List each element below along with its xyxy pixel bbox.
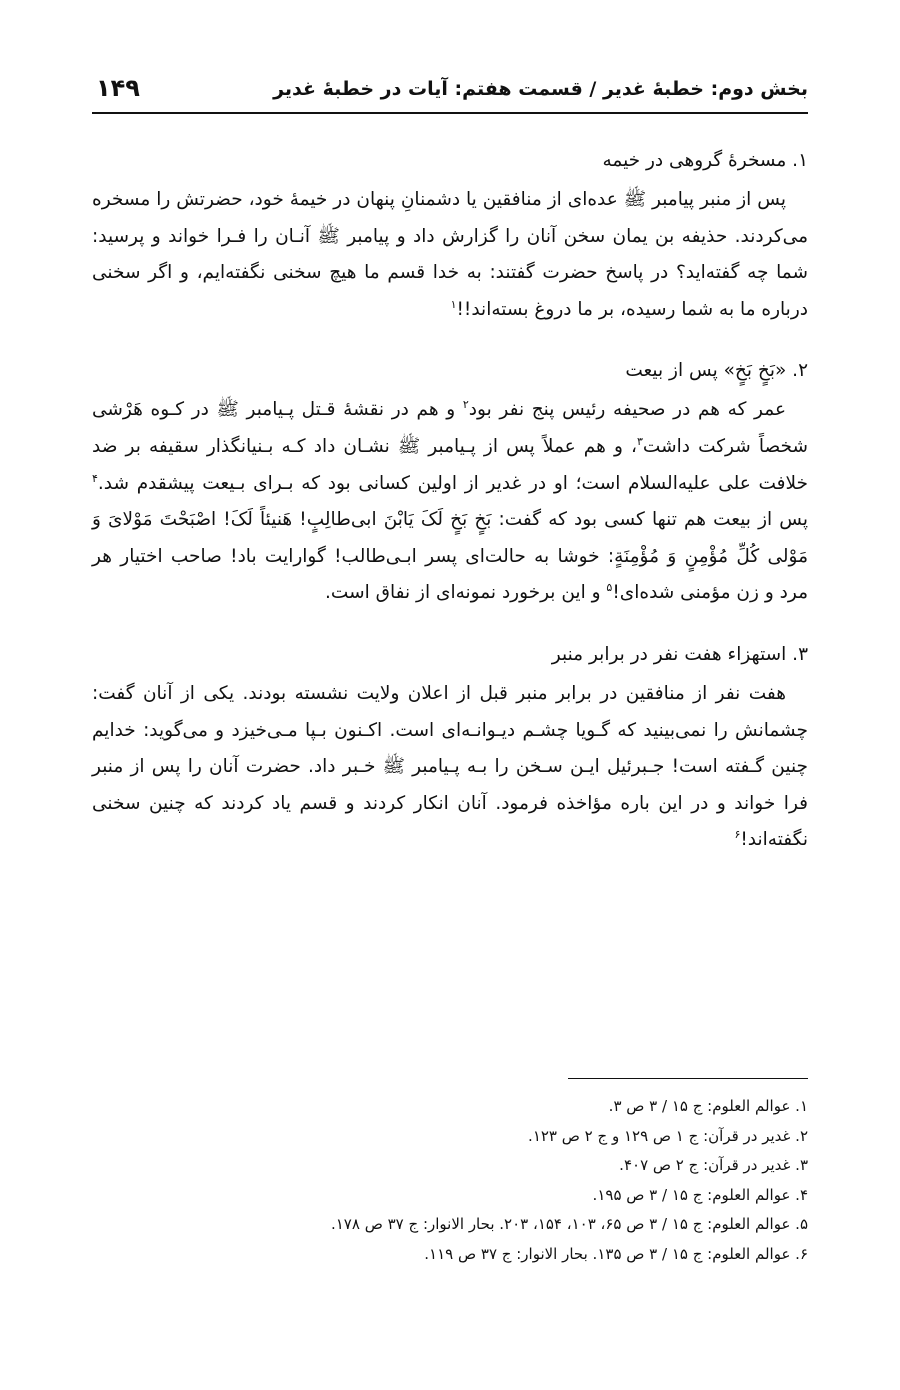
paragraph-text: پیشقدم شد. bbox=[97, 472, 195, 494]
paragraph-text: ، و هم عملاً پس از پـیامبر ﷺ نشـان داد کـه بـنیانگذار bbox=[206, 435, 637, 457]
paragraph-text: پس از منبر پیامبر ﷺ عده‌ای از منافقین یا دشمنانِ پنهان در خیمهٔ خود، حضرتش را مسخره می‌کردند. حذیفه بن یمان سخن آنان را گزارش داد و پیامبر ﷺ آنـان را فـرا خواند و پرسید: شما چه گفته‌اید؟ در پاسخ حضرت گفتند: به خدا قسم ما هیچ سخنی نگفته‌ایم، و اگر سخنی درباره ما به شما رسیده، بر ما دروغ بسته‌اند!! bbox=[92, 189, 808, 320]
section-title: ۱. مسخرهٔ گروهی در خیمه bbox=[602, 150, 808, 171]
running-head: بخش دوم: خطبهٔ غدیر / قسمت هفتم: آیات در خطبهٔ غدیر bbox=[273, 78, 808, 100]
footnote-item: ۳. غدیر در قرآن: ج ۲ ص ۴۰۷. bbox=[619, 1156, 808, 1174]
page-header bbox=[92, 72, 808, 114]
section-1 bbox=[92, 140, 808, 328]
paragraph bbox=[92, 676, 808, 859]
paragraph-text: پس از بیعت هم تنها کسی بود که گفت: بَخٍ بَخٍ لَکَ یَابْنَ ابی‌طالِبٍ! هَنیئاً bbox=[260, 509, 808, 531]
footnote-item: ۴. عوالم العلوم: ج ۱۵ / ۳ ص ۱۹۵. bbox=[592, 1185, 808, 1204]
section-3 bbox=[92, 634, 808, 859]
paragraph-text: هَرْشی شخصاً شرکت داشت bbox=[92, 399, 808, 457]
paragraph-text: عمر که هم در صحیفه رئیس پنج نفر بود bbox=[468, 399, 786, 421]
paragraph bbox=[92, 182, 808, 328]
paragraph-text: گوارایت باد! صاحب اختیار هر مرد و زن مؤمنی شده‌ای! bbox=[92, 545, 808, 604]
footnote-ref[interactable]: ۵ bbox=[606, 581, 613, 595]
paragraph-text: هفت نفر از منافقین در برابر منبر قبل از اعلان ولایت نشسته بودند. یکی از آنان گفت: چشمانش را نمی‌بینید که گـویا چشـم دیـوانـه‌ای است. اکـنون بـپا مـی‌خیزد و می‌گوید: خدایم چنین گـفته است! جـبرئیل ایـن سـخن را بـه پـیامبر ﷺ خـبر داد. حضرت آنان را پس از منبر فرا خواند و در این باره مؤاخذه فرمود. آنان انکار کردند و قسم یاد کردند که چنین سخنی نگفته‌اند! bbox=[92, 682, 808, 851]
footnote-ref[interactable]: ۱ bbox=[450, 297, 457, 311]
section-title: ۲. «بَخٍ بَخٍ» پس از بیعت bbox=[625, 360, 808, 382]
body-text bbox=[92, 140, 808, 881]
footnote-item: ۱. عوالم العلوم: ج ۱۵ / ۳ ص ۳. bbox=[608, 1097, 808, 1115]
paragraph-text: نفاق است. bbox=[325, 582, 411, 604]
footnote-item: ۵. عوالم العلوم: ج ۱۵ / ۳ ص ۶۵، ۱۰۳، ۱۵۴، ۲۰۳. بحار الانوار: ج ۳۷ ص ۱۷۸. bbox=[330, 1215, 808, 1233]
paragraph-text: و هم در نقشهٔ قـتل پـیامبر ﷺ در کـوه bbox=[150, 399, 463, 421]
footnote-item: ۶. عوالم العلوم: ج ۱۵ / ۳ ص ۱۳۵. بحار الانوار: ج ۳۷ ص ۱۱۹. bbox=[424, 1244, 808, 1263]
footnote-ref[interactable]: ۳ bbox=[637, 434, 643, 448]
paragraph-text: لَکَ! اصْبَحْتَ مَوْلایَ وَ مَوْلی کُلِّ مُؤْمِنٍ وَ مُؤْمِنَةٍ: خوشا به حالت‌ای پسر ابـی‌طالب! bbox=[92, 509, 808, 567]
section-title: ۳. استهزاء هفت نفر در برابر منبر bbox=[551, 643, 808, 665]
footnote-ref[interactable]: ۶ bbox=[734, 828, 741, 842]
footnote-divider bbox=[568, 1078, 808, 1079]
paragraph bbox=[92, 392, 808, 612]
page-number: ۱۴۹ bbox=[96, 74, 140, 102]
section-2 bbox=[92, 350, 808, 612]
paragraph-text: سقیفه بر ضد خلافت علی علیه‌السلام است؛ او در غدیر از اولین کسانی بود که بـرای بـیعت bbox=[92, 435, 808, 494]
paragraph-text: و این برخورد نمونه‌ای از bbox=[416, 582, 607, 604]
footnote-ref[interactable]: ۴ bbox=[92, 471, 98, 485]
footnote-ref[interactable]: ۲ bbox=[462, 398, 469, 412]
footnotes bbox=[92, 1092, 808, 1269]
footnote-item: ۲. غدیر در قرآن: ج ۱ ص ۱۲۹ و ج ۲ ص ۱۲۳. bbox=[528, 1126, 808, 1145]
